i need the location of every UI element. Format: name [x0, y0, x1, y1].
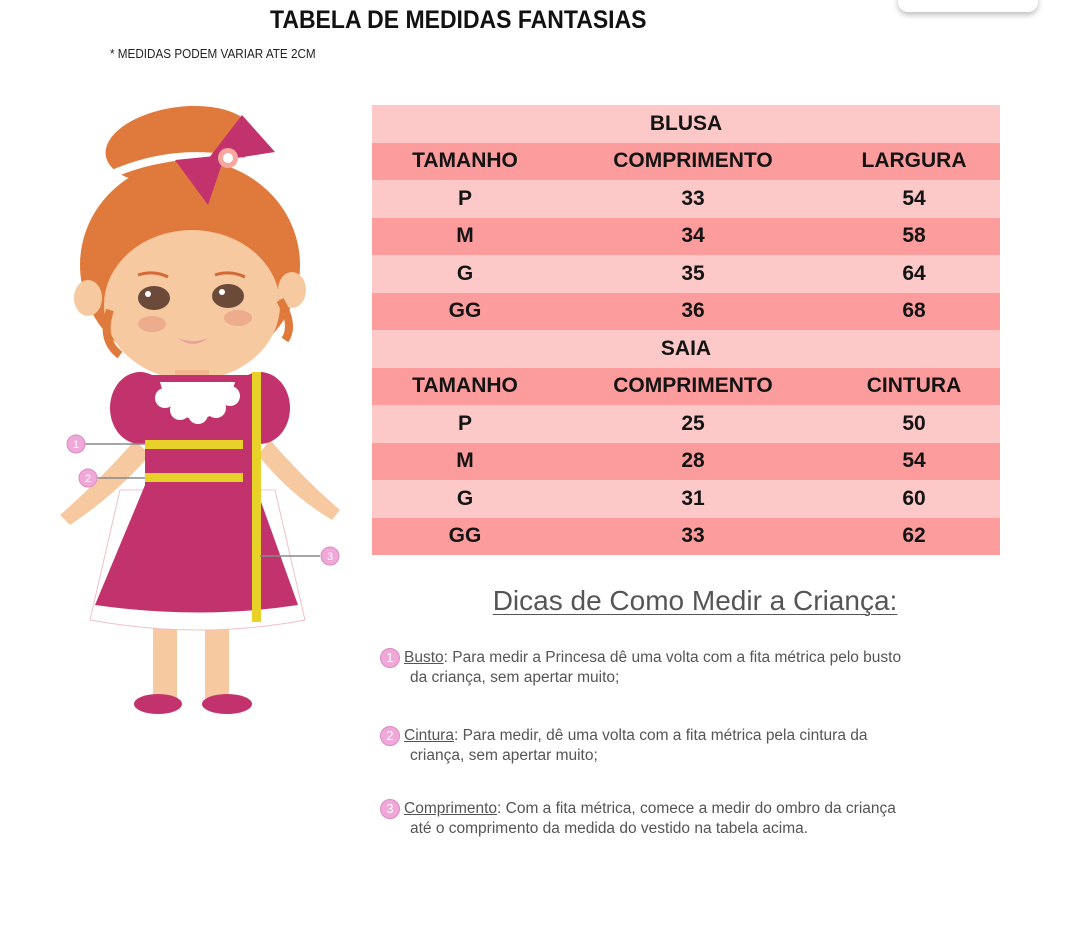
- header-tamanho: TAMANHO: [412, 374, 518, 398]
- popup-card: [898, 0, 1038, 12]
- length-cell: 31: [681, 486, 705, 510]
- table-row: [372, 480, 1000, 518]
- waist-cell: 60: [902, 486, 926, 510]
- header-largura: LARGURA: [861, 149, 967, 173]
- marker-3-icon: 3: [380, 799, 400, 819]
- width-cell: 58: [902, 224, 926, 248]
- size-cell: GG: [448, 299, 482, 323]
- table-row: [372, 255, 1000, 293]
- svg-text:1: 1: [72, 439, 80, 451]
- size-cell: G: [456, 261, 474, 285]
- waist-cell: 62: [902, 524, 926, 548]
- header-comprimento: COMPRIMENTO: [613, 374, 773, 398]
- saia-title: SAIA: [660, 336, 712, 360]
- length-cell: 34: [681, 224, 705, 248]
- tip-label: Comprimento: [404, 800, 498, 817]
- size-cell: M: [456, 449, 474, 473]
- tips-title: Dicas de Como Medir a Criança:: [492, 585, 898, 616]
- saia-header-row: [372, 368, 1000, 406]
- tip-text: : Para medir a Princesa dê uma volta com a fita métrica pelo busto: [443, 649, 902, 666]
- tip-label: Busto: [404, 649, 444, 666]
- table-row: [372, 180, 1000, 218]
- tip-text: : Com a fita métrica, comece a medir do ombro da criança: [497, 800, 896, 817]
- table-row: [372, 405, 1000, 443]
- length-cell: 33: [681, 186, 705, 210]
- header-comprimento: COMPRIMENTO: [613, 149, 773, 173]
- tip-text-line2: criança, sem apertar muito;: [410, 747, 598, 764]
- svg-text:3: 3: [326, 551, 334, 563]
- svg-text:2: 2: [84, 473, 92, 485]
- tip-text: : Para medir, dê uma volta com a fita métrica pela cintura da: [453, 727, 868, 744]
- length-cell: 33: [681, 524, 705, 548]
- size-cell: M: [456, 224, 474, 248]
- measuring-tips: [370, 585, 1030, 837]
- tip-label: Cintura: [404, 727, 454, 744]
- size-cell: P: [457, 411, 472, 435]
- table-row: [372, 443, 1000, 481]
- length-cell: 36: [681, 299, 705, 323]
- tip-item-comprimento: [380, 799, 1020, 838]
- length-cell: 35: [681, 261, 705, 285]
- table-row: [372, 518, 1000, 556]
- marker-1-icon: 1: [380, 648, 400, 668]
- width-cell: 64: [902, 261, 926, 285]
- header-tamanho: TAMANHO: [412, 149, 518, 173]
- table-row: [372, 218, 1000, 256]
- size-cell: P: [457, 186, 472, 210]
- girl-illustration: [40, 100, 360, 730]
- tip-text-line2: da criança, sem apertar muito;: [410, 669, 620, 686]
- blusa-title-row: [372, 105, 1000, 143]
- waist-cell: 50: [902, 411, 926, 435]
- blusa-title: BLUSA: [649, 111, 723, 135]
- page-title: TABELA DE MEDIDAS FANTASIAS: [270, 6, 647, 34]
- size-cell: GG: [448, 524, 482, 548]
- blusa-header-row: [372, 143, 1000, 181]
- tip-text-line2: até o comprimento da medida do vestido na tabela acima.: [410, 820, 809, 837]
- table-row: [372, 293, 1000, 331]
- waist-cell: 54: [902, 449, 926, 473]
- width-cell: 54: [902, 186, 926, 210]
- tip-item-cintura: [380, 726, 1020, 765]
- length-cell: 28: [681, 449, 705, 473]
- saia-title-row: [372, 330, 1000, 368]
- length-cell: 25: [681, 411, 705, 435]
- marker-2-icon: 2: [380, 726, 400, 746]
- size-cell: G: [456, 486, 474, 510]
- tip-item-busto: [380, 648, 1020, 687]
- header-cintura: CINTURA: [866, 374, 962, 398]
- variation-note: * MEDIDAS PODEM VARIAR ATE 2CM: [110, 46, 316, 61]
- size-table: [372, 105, 1000, 555]
- width-cell: 68: [902, 299, 926, 323]
